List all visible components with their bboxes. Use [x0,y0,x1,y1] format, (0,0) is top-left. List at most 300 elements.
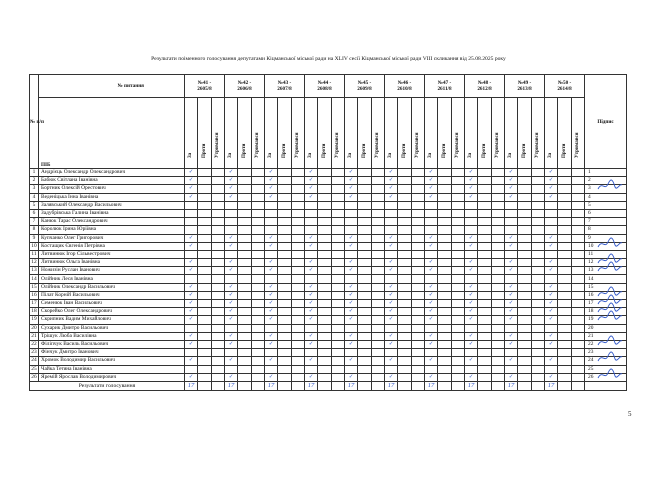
question-code: 2611/8 [437,86,452,92]
vote-cell [332,226,345,234]
vote-check-mark: ✓ [465,283,478,291]
vote-cell [518,185,532,193]
vote-check-mark: ✓ [545,169,558,177]
vote-cell [252,218,265,226]
vote-cell [518,193,532,201]
vote-cell [238,267,252,275]
signature-cell [585,185,627,193]
vote-check-mark: ✓ [185,177,198,185]
vote-cell [558,209,572,217]
vote-check-mark: ✓ [185,332,198,340]
vote-cell [438,308,452,316]
vote-cell [185,201,198,209]
vote-type-header [292,98,305,169]
vote-type-label: Утримався [575,132,581,158]
vote-check-mark: ✓ [305,340,318,348]
vote-cell [252,226,265,234]
vote-cell [292,332,305,340]
vote-cell [492,283,505,291]
vote-cell [372,226,385,234]
vote-cell [225,226,238,234]
vote-cell [398,357,412,365]
deputy-name: Філіпчук Василь Васильович [39,340,185,348]
vote-cell [252,234,265,242]
vote-check-mark: ✓ [385,169,398,177]
vote-cell [305,226,318,234]
vote-cell [238,193,252,201]
result-value: 17 [305,381,318,390]
signature-number: 1 [588,169,591,176]
vote-type-label: Проти [241,143,247,158]
vote-cell [425,209,438,217]
question-col-49 [505,75,545,98]
deputy-name: Чайка Тетяна Іванівна [39,365,185,373]
signature-number: 14 [588,275,594,282]
vote-type-label: Утримався [455,132,461,158]
vote-cell [398,300,412,308]
vote-cell [278,242,292,250]
signature-number: 6 [588,210,591,217]
vote-type-header [318,98,332,169]
vote-cell [558,308,572,316]
vote-cell [238,332,252,340]
vote-check-mark: ✓ [305,169,318,177]
result-cell [212,381,225,390]
question-number: №49 - [517,80,532,86]
signature-number: 25 [588,365,594,372]
vote-cell [492,308,505,316]
vote-check-mark: ✓ [545,242,558,250]
vote-check-mark: ✓ [345,340,358,348]
vote-cell [532,177,545,185]
vote-check-mark: ✓ [385,308,398,316]
vote-check-mark: ✓ [305,332,318,340]
vote-cell [438,259,452,267]
vote-check-mark: ✓ [305,185,318,193]
result-value: 17 [265,381,278,390]
vote-cell [478,365,492,373]
table-row [30,193,627,201]
vote-cell [425,226,438,234]
vote-cell [305,275,318,283]
vote-cell [412,340,425,348]
vote-check-mark: ✓ [385,283,398,291]
vote-check-mark: ✓ [465,340,478,348]
vote-cell [238,316,252,324]
vote-check-mark: ✓ [265,193,278,201]
signature-number: 8 [588,226,591,233]
vote-cell [518,340,532,348]
vote-cell [558,177,572,185]
vote-cell [372,316,385,324]
vote-check-mark: ✓ [225,308,238,316]
vote-cell [252,169,265,177]
vote-cell [532,332,545,340]
vote-cell [198,365,212,373]
vote-cell [358,267,372,275]
vote-cell [532,349,545,357]
vote-check-mark: ✓ [465,267,478,275]
vote-check-mark: ✓ [185,242,198,250]
handwritten-signature [597,237,623,251]
vote-cell [558,169,572,177]
vote-cell [212,226,225,234]
vote-cell [318,218,332,226]
vote-cell [572,275,585,283]
vote-check-mark: ✓ [425,308,438,316]
handwritten-signature [597,351,623,365]
vote-type-header [438,98,452,169]
vote-cell [478,201,492,209]
table-row [30,242,627,250]
vote-cell [332,324,345,332]
vote-cell [212,193,225,201]
vote-cell [198,226,212,234]
vote-check-mark: ✓ [465,332,478,340]
result-cell [238,381,252,390]
vote-cell [398,218,412,226]
deputy-name: Скрипник Вадим Михайлович [39,316,185,324]
vote-cell [198,193,212,201]
vote-cell [292,218,305,226]
vote-cell [398,275,412,283]
vote-cell [358,316,372,324]
vote-cell [372,349,385,357]
vote-cell [238,250,252,258]
vote-cell [545,209,558,217]
vote-type-header [332,98,345,169]
vote-check-mark: ✓ [465,373,478,381]
vote-cell [452,169,465,177]
row-number: 26 [31,373,37,380]
signature-cell [585,218,627,226]
vote-cell [532,169,545,177]
vote-cell [398,201,412,209]
vote-cell [412,373,425,381]
vote-type-header [225,98,238,169]
vote-check-mark: ✓ [465,234,478,242]
table-row [30,324,627,332]
vote-cell [465,275,478,283]
vote-type-header [572,98,585,169]
result-cell [572,381,585,390]
vote-cell [438,177,452,185]
vote-type-label: Утримався [375,132,380,158]
vote-cell [225,349,238,357]
vote-cell [318,242,332,250]
signature-cell [585,193,627,201]
vote-type-header [492,98,505,169]
vote-cell [558,218,572,226]
vote-cell [398,349,412,357]
vote-cell [292,250,305,258]
vote-cell [372,308,385,316]
vote-cell [238,308,252,316]
vote-cell [465,226,478,234]
table-row [30,365,627,373]
vote-cell [238,226,252,234]
vote-cell [292,291,305,299]
vote-type-header [385,98,398,169]
vote-cell [305,365,318,373]
vote-cell [398,234,412,242]
vote-check-mark: ✓ [465,259,478,267]
vote-cell [292,193,305,201]
deputy-name: Литвинюк Ігор Сільвестрович [39,250,185,258]
vote-check-mark: ✓ [345,373,358,381]
deputy-name: Андрієць Олександр Олександрович [39,169,185,177]
vote-check-mark: ✓ [305,177,318,185]
vote-type-label: Проти [281,143,287,158]
vote-cell [292,349,305,357]
row-number: 6 [30,209,39,217]
vote-cell [372,259,385,267]
vote-cell [412,259,425,267]
deputy-name: Олійник Леся Іванівна [39,275,185,283]
signature-cell [585,201,627,209]
vote-check-mark: ✓ [225,300,238,308]
vote-type-header [198,98,212,169]
vote-check-mark: ✓ [225,177,238,185]
vote-cell [492,316,505,324]
vote-cell [238,259,252,267]
vote-cell [505,250,518,258]
vote-cell [492,300,505,308]
vote-cell [438,267,452,275]
vote-cell [438,193,452,201]
vote-cell [358,185,372,193]
signature-cell [585,226,627,234]
vote-cell [318,267,332,275]
vote-cell [198,357,212,365]
vote-cell [185,324,198,332]
vote-cell [345,250,358,258]
vote-check-mark: ✓ [545,357,558,365]
result-cell [332,381,345,390]
question-col-41 [185,75,225,98]
vote-cell [438,185,452,193]
vote-cell [252,275,265,283]
vote-check-mark: ✓ [425,332,438,340]
vote-check-mark: ✓ [425,300,438,308]
row-number: 14 [31,275,37,282]
question-col-46 [385,75,425,98]
vote-cell [492,169,505,177]
vote-cell [198,340,212,348]
vote-cell [478,332,492,340]
vote-type-label: За [468,152,474,158]
table-row [30,357,627,365]
vote-cell [505,324,518,332]
vote-cell [318,177,332,185]
vote-cell [332,177,345,185]
vote-type-header [265,98,278,169]
vote-cell [452,373,465,381]
vote-cell [318,193,332,201]
vote-cell [252,340,265,348]
vote-check-mark: ✓ [265,185,278,193]
vote-cell [278,324,292,332]
vote-check-mark: ✓ [385,357,398,365]
vote-cell [372,340,385,348]
vote-cell [198,259,212,267]
vote-check-mark: ✓ [505,283,518,291]
result-cell [278,381,292,390]
question-code: 2605/8 [197,86,212,92]
vote-cell [412,218,425,226]
vote-cell [572,365,585,373]
vote-cell [518,267,532,275]
vote-cell [572,169,585,177]
vote-cell [345,324,358,332]
vote-cell [452,209,465,217]
vote-cell [345,201,358,209]
vote-cell [238,324,252,332]
vote-check-mark: ✓ [185,283,198,291]
vote-check-mark: ✓ [345,267,358,275]
vote-cell [372,234,385,242]
vote-cell [452,365,465,373]
table-row [30,177,627,185]
vote-cell [492,357,505,365]
vote-cell [265,250,278,258]
vote-type-label: За [308,152,313,158]
vote-check-mark: ✓ [265,177,278,185]
signature-number: 22 [588,341,594,348]
vote-cell [438,349,452,357]
result-cell [318,381,332,390]
vote-cell [558,259,572,267]
vote-type-label: Утримався [215,132,220,158]
deputy-name: Хромок Володимир Васильович [39,357,185,365]
vote-cell [358,308,372,316]
vote-check-mark: ✓ [505,316,518,324]
vote-cell [398,332,412,340]
row-number: 15 [31,283,37,290]
vote-cell [332,275,345,283]
result-cell [492,381,505,390]
vote-cell [292,209,305,217]
vote-cell [372,291,385,299]
vote-cell [238,283,252,291]
vote-cell [332,340,345,348]
vote-cell [478,242,492,250]
vote-cell [225,201,238,209]
vote-cell [478,177,492,185]
vote-cell [212,332,225,340]
vote-check-mark: ✓ [345,185,358,193]
vote-check-mark: ✓ [505,177,518,185]
vote-cell [198,291,212,299]
vote-check-mark: ✓ [265,242,278,250]
vote-cell [518,242,532,250]
vote-cell [452,218,465,226]
vote-cell [305,209,318,217]
vote-check-mark: ✓ [345,332,358,340]
vote-cell [572,373,585,381]
vote-cell [412,201,425,209]
vote-cell [318,226,332,234]
vote-cell [532,218,545,226]
vote-cell [332,209,345,217]
vote-cell [252,308,265,316]
vote-cell [252,267,265,275]
vote-type-header [358,98,372,169]
vote-cell [492,226,505,234]
signature-number: 23 [588,349,594,356]
vote-cell [518,332,532,340]
vote-cell [292,242,305,250]
vote-cell [558,332,572,340]
vote-cell [558,283,572,291]
vote-check-mark: ✓ [385,332,398,340]
vote-cell [278,234,292,242]
vote-cell [252,357,265,365]
vote-cell [438,316,452,324]
vote-cell [185,218,198,226]
vote-cell [198,234,212,242]
vote-cell [278,177,292,185]
signature-number: 18 [588,308,594,315]
result-cell [358,381,372,390]
vote-cell [278,291,292,299]
table-row [30,267,627,275]
row-number: 24 [31,357,37,364]
question-number: №47 - [437,80,452,86]
vote-cell [532,300,545,308]
vote-cell [212,373,225,381]
vote-type-label: Утримався [415,132,420,158]
vote-cell [278,308,292,316]
vote-cell [185,226,198,234]
vote-cell [345,218,358,226]
vote-cell [238,218,252,226]
vote-check-mark: ✓ [465,185,478,193]
vote-check-mark: ✓ [545,316,558,324]
vote-cell [505,209,518,217]
vote-cell [532,365,545,373]
vote-cell [292,324,305,332]
vote-check-mark: ✓ [185,308,198,316]
vote-cell [292,201,305,209]
vote-check-mark: ✓ [505,169,518,177]
vote-cell [345,349,358,357]
result-value: 17 [385,381,398,390]
vote-cell [478,349,492,357]
vote-type-header [545,98,558,169]
vote-check-mark: ✓ [465,242,478,250]
vote-cell [478,234,492,242]
vote-check-mark: ✓ [505,300,518,308]
vote-cell [412,250,425,258]
vote-check-mark: ✓ [345,291,358,299]
vote-cell [332,365,345,373]
vote-type-header [278,98,292,169]
vote-cell [318,340,332,348]
vote-cell [358,300,372,308]
vote-check-mark: ✓ [345,169,358,177]
vote-cell [358,209,372,217]
vote-cell [425,201,438,209]
vote-cell [198,242,212,250]
question-col-45 [345,75,385,98]
vote-cell [398,209,412,217]
vote-cell [532,185,545,193]
vote-cell [505,226,518,234]
vote-check-mark: ✓ [425,259,438,267]
page-number: 5 [628,410,632,418]
vote-type-label: Проти [401,143,407,158]
